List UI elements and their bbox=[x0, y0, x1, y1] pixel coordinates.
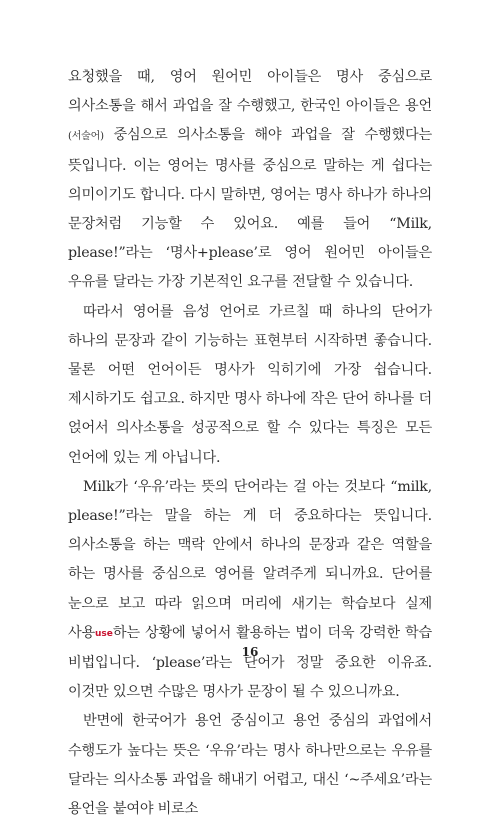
paragraph-1-annotation: (서술어) bbox=[68, 131, 104, 143]
paragraph-2-text: 따라서 영어를 음성 언어로 가르칠 때 하나의 단어가 하나의 문장과 같이 기능하는 표현부터 시작하면 좋습니다. 물론 어떤 언어이든 명사가 익히기에 가장 쉽습니다. 제시하기도 쉽고요. 하지만 명사 하나에 작은 단어 하나를 더 얹어서 의사소통을 성공적으로 할 수 있다는 특징은 모든 언어에 있는 게 아닙니다. bbox=[68, 303, 432, 466]
paragraph-1-text-b: 중심으로 의사소통을 해야 과업을 잘 수행했다는 뜻입니다. 이는 영어는 명사를 중심으로 말하는 게 쉽다는 의미이기도 합니다. 다시 말하면, 영어는 명사 하나가 하나의 문장처럼 기능할 수 있어요. 예를 들어 “Milk, please!”라는 ‘명사+please’로 영어 원어민 아이들은 우유를 달라는 가장 기본적인 요구를 전달할 수 있습니다. bbox=[68, 127, 432, 291]
paragraph-4 bbox=[68, 707, 432, 824]
body-text bbox=[68, 63, 432, 824]
paragraph-1 bbox=[68, 63, 432, 298]
page-number: 16 bbox=[241, 645, 259, 659]
paragraph-1-text-a: 요청했을 때, 영어 원어민 아이들은 명사 중심으로 의사소통을 해서 과업을 잘 수행했고, 한국인 아이들은 용언 bbox=[68, 69, 432, 115]
paragraph-3 bbox=[68, 473, 432, 708]
paragraph-4-text: 반면에 한국어가 용언 중심이고 용언 중심의 과업에서 수행도가 높다는 뜻은 ‘우유’라는 명사 하나만으로는 우유를 달라는 의사소통 과업을 해내기 어렵고, 대신 ‘~주세요’라는 용언을 붙여야 비로소 bbox=[68, 713, 432, 818]
paragraph-3-text-b: 하는 상황에 넣어서 활용하는 법이 더욱 강력한 학습 비법입니다. ‘please’라는 단어가 정말 중요한 이유죠. 이것만 있으면 수많은 명사가 문장이 될 수 있으니까요. bbox=[68, 624, 432, 701]
paragraph-3-use-annotation: use bbox=[95, 628, 113, 639]
paragraph-2 bbox=[68, 298, 432, 473]
paragraph-3-text-a: Milk가 ‘우유’라는 뜻의 단어라는 걸 아는 것보다 “milk, please!”라는 말을 하는 게 더 중요하다는 뜻입니다. 의사소통을 하는 맥락 안에서 하나의 문장과 같은 역할을 하는 명사를 중심으로 영어를 알려주게 되니까요. 단어를 눈으로 보고 따라 읽으며 머리에 새기는 학습보다 실제 사용 bbox=[68, 478, 432, 641]
